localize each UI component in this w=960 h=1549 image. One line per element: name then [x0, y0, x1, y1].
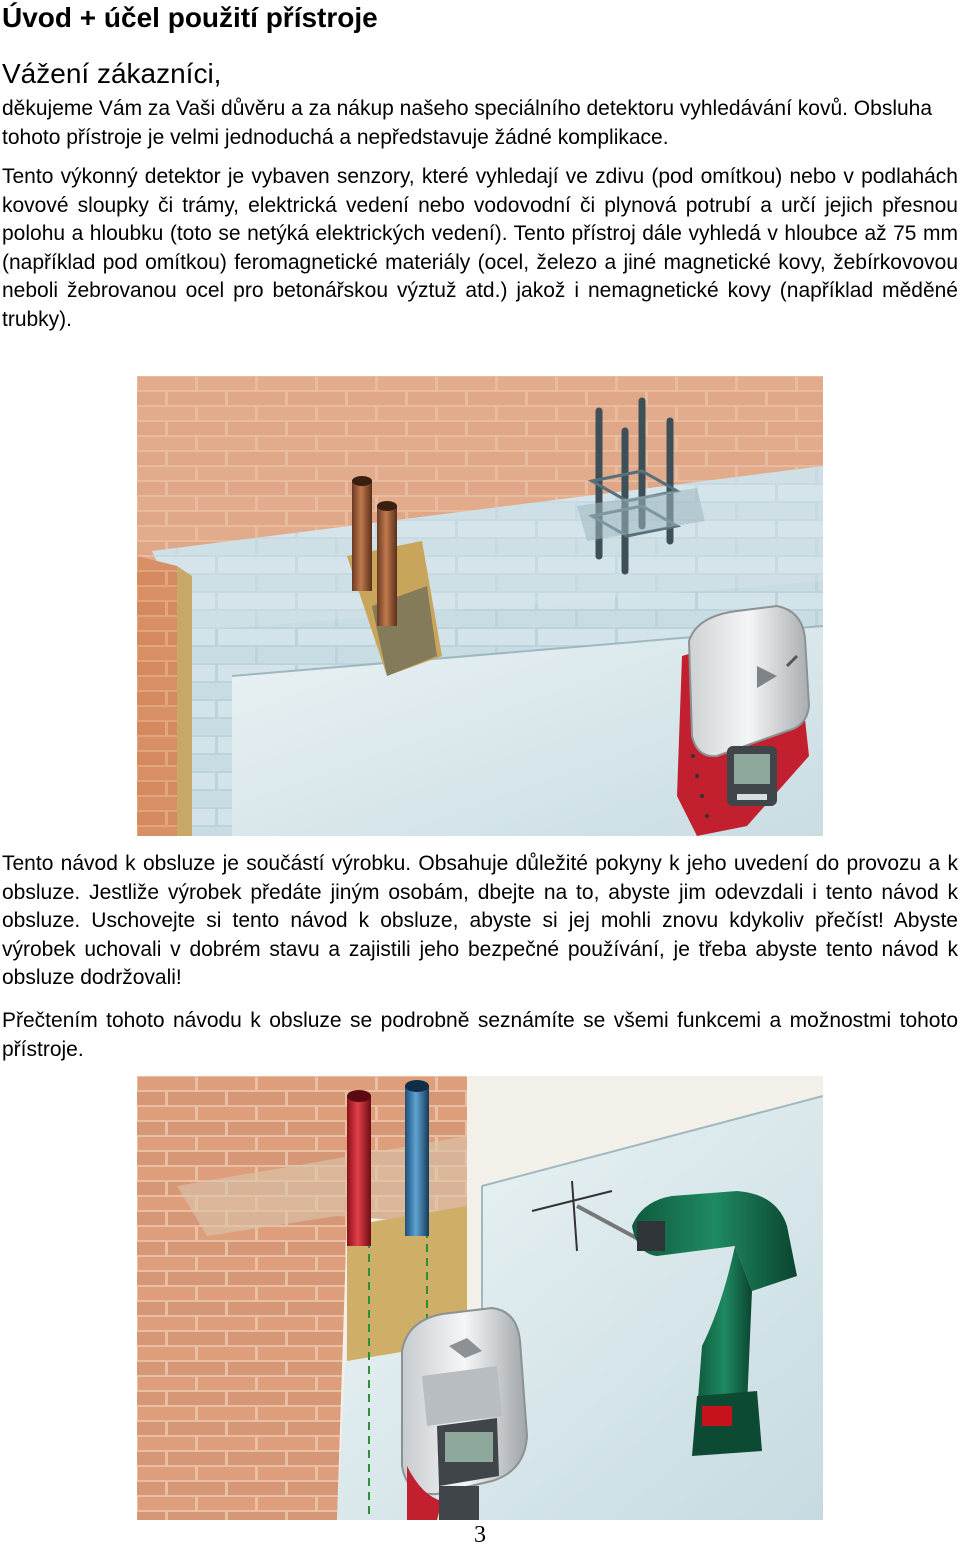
paragraph-description: Tento výkonný detektor je vybaven senzory, které vyhledají ve zdivu (pod omítkou) nebo v podlahách kovové sloupky či trámy, elektrická vedení nebo vodovodní či plynová potrubí a určí jejich přesnou polohu a hloubku (toto se netýká elektrických vedení). Tento přístroj dále vyhledá v hloubce až 75 mm (například pod omítkou) feromagnetické materiály (ocel, železo a jiné magnetické kovy, žebírkovovou neboli žebrovanou ocel pro betonářskou výztuž atd.) jakož i nemagnetické kovy (například měděné trubky).: [2, 165, 958, 331]
paragraph-manual-notice: Tento návod k obsluze je součástí výrobku. Obsahuje důležité pokyny k jeho uvedení do provozu a k obsluze. Jestliže výrobek předáte jiným osobám, dbejte na to, abyste jim odevzdali i tento návod k obsluze. Uschovejte si tento návod k obsluze, abyste si jej mohli znovu kdykoliv přečíst! Abyste výrobek uchovali v dobrém stavu a zajistili jeho bezpečné používání, je třeba abyste tento návod k obsluze dodržovali!: [2, 852, 958, 989]
paragraph-features: Přečtením tohoto návodu k obsluze se podrobně seznámíte se všemi funkcemi a možnostmi tohoto přístroje.: [2, 1009, 958, 1061]
paragraph-thanks: děkujeme Vám za Vaši důvěru a za nákup našeho speciálního detektoru vyhledávání kovů. Obsluha tohoto přístroje je velmi jednoduchá a nepředstavuje žádné komplikace.: [2, 97, 933, 149]
page-number: 3: [474, 1522, 486, 1548]
illustration-wall-pipes-rebar: [137, 376, 823, 836]
greeting: Vážení zákazníci,: [2, 58, 222, 89]
page-heading: Úvod + účel použití přístroje: [2, 2, 378, 33]
illustration-wall-detector-drill: [137, 1076, 823, 1520]
